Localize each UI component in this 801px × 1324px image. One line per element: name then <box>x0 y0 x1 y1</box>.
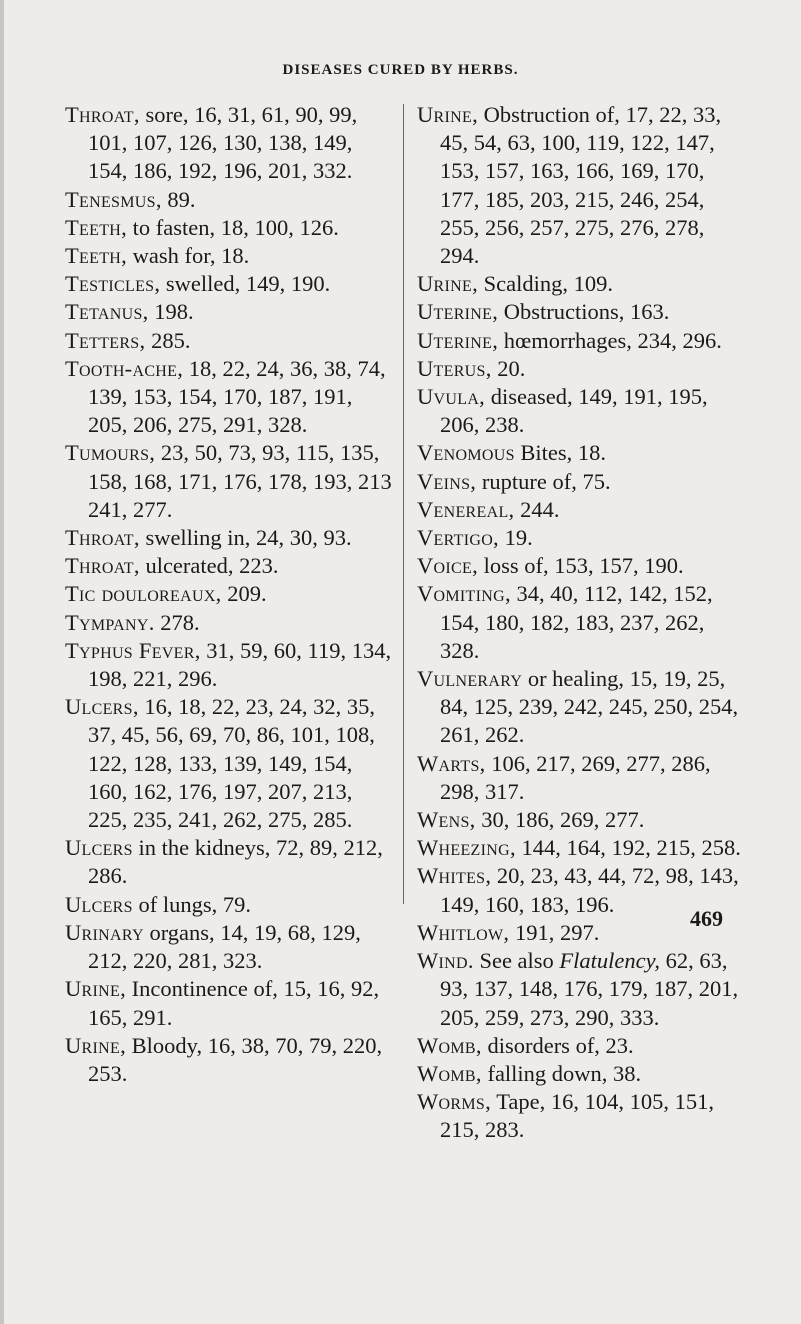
index-entry <box>65 580 395 608</box>
index-entry <box>417 524 747 552</box>
entry-references: sore, 16, 31, 61, 90, 99, 101, 107, 126, 130, 138, 149, 154, 186, 192, 196, 201, 332. <box>88 102 358 184</box>
entry-heading: Tic douloreaux, <box>65 581 222 607</box>
index-entry <box>65 1032 395 1088</box>
entry-heading: Vertigo, <box>417 525 499 551</box>
index-entry <box>65 693 395 834</box>
entry-references: 198. <box>148 299 194 325</box>
index-entry <box>65 834 395 890</box>
index-entry <box>417 580 747 665</box>
entry-references: Scalding, 109. <box>478 271 614 297</box>
entry-heading: Wens, <box>417 807 476 833</box>
index-entry <box>65 186 395 214</box>
index-entry <box>65 298 395 326</box>
index-entry <box>65 919 395 975</box>
entry-heading: Urine, <box>65 976 127 1002</box>
entry-heading: Urine, <box>65 1032 127 1058</box>
index-entry <box>417 383 747 439</box>
entry-references: Obstructions, 163. <box>498 299 670 325</box>
entry-heading: Ulcers, <box>65 694 139 720</box>
index-entry <box>417 1060 747 1088</box>
entry-heading: Urine, <box>417 102 479 127</box>
entry-references: Incontinence of, 15, 16, 92, 165, 291. <box>88 976 380 1030</box>
index-entry <box>65 552 395 580</box>
index-entry <box>65 975 395 1031</box>
entry-heading: Venomous <box>417 440 515 466</box>
entry-heading: Teeth, <box>65 214 128 240</box>
entry-references: 23, 50, 73, 93, 115, 135, 158, 168, 171, 176, 178, 193, 213 241, 277. <box>88 440 392 522</box>
entry-heading: Tumours, <box>65 440 156 466</box>
index-entry <box>65 327 395 355</box>
index-column-left <box>65 101 395 1088</box>
index-entry <box>417 665 747 750</box>
entry-heading: Whites, <box>417 863 492 889</box>
entry-references: wash for, 18. <box>127 243 250 269</box>
entry-heading: Uterine, <box>417 327 499 353</box>
entry-references: hœmorrhages, 234, 296. <box>498 327 722 353</box>
entry-heading: Uterine, <box>417 299 499 325</box>
index-entry <box>417 806 747 834</box>
entry-references: 278. <box>154 609 200 635</box>
index-entry <box>65 524 395 552</box>
index-entry <box>417 298 747 326</box>
entry-references: to fasten, 18, 100, 126. <box>127 214 339 240</box>
index-entry <box>417 327 747 355</box>
entry-heading: Tetanus, <box>65 299 149 325</box>
index-column-right <box>417 101 747 1145</box>
index-entry <box>417 468 747 496</box>
entry-references: disorders of, 23. <box>481 1032 634 1058</box>
index-entry <box>65 355 395 440</box>
entry-heading: Uvula, <box>417 384 486 410</box>
entry-references: 244. <box>514 496 560 522</box>
index-entry <box>65 242 395 270</box>
entry-heading: Vomiting, <box>417 581 511 607</box>
entry-heading: Throat, <box>65 525 140 551</box>
index-entry <box>417 750 747 806</box>
page-edge <box>0 0 4 1324</box>
entry-heading: Whitlow, <box>417 919 510 945</box>
running-header: DISEASES CURED BY HERBS. <box>282 62 519 78</box>
entry-references: 16, 18, 22, 23, 24, 32, 35, 37, 45, 56, 69, 70, 86, 101, 108, 122, 128, 133, 139, 149, 154, 160, 162, 176, 197, 207, 213, 225, 235, 241, 262, 275, 285. <box>88 694 376 833</box>
entry-references: of lungs, 79. <box>132 891 251 917</box>
entry-cross-reference: Flatulency, <box>559 948 661 974</box>
entry-references: organs, 14, 19, 68, 129, 212, 220, 281, 323. <box>88 919 361 974</box>
entry-heading: Throat, <box>65 102 140 127</box>
entry-heading: Ulcers <box>65 891 133 917</box>
entry-heading: Tympany. <box>65 609 155 635</box>
entry-references: Bloody, 16, 38, 70, 79, 220, 253. <box>88 1032 383 1086</box>
index-entry <box>417 439 747 467</box>
entry-references: 285. <box>145 327 191 353</box>
entry-references: See also <box>473 948 560 974</box>
entry-heading: Ulcers <box>65 835 133 861</box>
index-entry <box>65 439 395 524</box>
entry-heading: Womb, <box>417 1032 482 1058</box>
index-entry <box>417 834 747 862</box>
entry-references: 106, 217, 269, 277, 286, 298, 317. <box>440 750 711 804</box>
index-entry <box>417 947 747 1032</box>
entry-heading: Warts, <box>417 750 486 776</box>
entry-heading: Veins, <box>417 468 477 494</box>
entry-references: 30, 186, 269, 277. <box>475 807 645 833</box>
index-entry <box>417 101 747 270</box>
entry-references: 20. <box>491 355 526 381</box>
entry-heading: Venereal, <box>417 496 515 522</box>
entry-heading: Tenesmus, <box>65 186 162 212</box>
entry-references: Obstruction of, 17, 22, 33, 45, 54, 63, 100, 119, 122, 147, 153, 157, 163, 166, 169, 170, 177, 185, 203, 215, 246, 254, 255, 256, 257, 275, 276, 278, 294. <box>440 102 722 269</box>
entry-references: falling down, 38. <box>481 1060 642 1086</box>
index-entry <box>65 270 395 298</box>
index-entry <box>417 552 747 580</box>
entry-heading: Throat, <box>65 553 140 579</box>
entry-references: loss of, 153, 157, 190. <box>478 553 684 579</box>
index-entry <box>417 1032 747 1060</box>
index-entry <box>65 101 395 186</box>
entry-heading: Testicles, <box>65 271 161 297</box>
index-entry <box>417 496 747 524</box>
entry-references: 62, 63, 93, 137, 148, 176, 179, 187, 201, 205, 259, 273, 290, 333. <box>440 948 739 1030</box>
entry-references: swelled, 149, 190. <box>160 271 331 297</box>
entry-references: in the kidneys, 72, 89, 212, 286. <box>88 835 383 889</box>
index-entry <box>65 214 395 242</box>
entry-references: rupture of, 75. <box>476 468 611 494</box>
entry-references: ulcerated, 223. <box>139 553 279 579</box>
entry-heading: Wind. <box>417 948 474 974</box>
entry-references: 20, 23, 43, 44, 72, 98, 143, 149, 160, 183, 196. <box>440 863 739 917</box>
entry-references: 89. <box>161 186 196 212</box>
entry-heading: Womb, <box>417 1060 482 1086</box>
entry-heading: Wheezing, <box>417 835 516 861</box>
entry-references: Bites, 18. <box>514 440 607 466</box>
index-entry <box>65 637 395 693</box>
entry-heading: Teeth, <box>65 243 128 269</box>
entry-heading: Tetters, <box>65 327 146 353</box>
entry-references: 191, 297. <box>509 919 600 945</box>
entry-heading: Uterus, <box>417 355 492 381</box>
entry-heading: Vulnerary <box>417 666 523 692</box>
entry-heading: Voice, <box>417 553 479 579</box>
entry-references: 34, 40, 112, 142, 152, 154, 180, 182, 183, 237, 262, 328. <box>440 581 713 663</box>
entry-references: swelling in, 24, 30, 93. <box>139 525 352 551</box>
entry-references: diseased, 149, 191, 195, 206, 238. <box>440 384 708 438</box>
entry-heading: Worms, <box>417 1089 492 1115</box>
column-divider <box>403 104 404 904</box>
entry-heading: Tooth-ache, <box>65 355 184 381</box>
entry-heading: Urine, <box>417 271 479 297</box>
page-number: 469 <box>690 906 723 931</box>
entry-references: 31, 59, 60, 119, 134, 198, 221, 296. <box>88 637 392 692</box>
index-entry <box>65 891 395 919</box>
entry-references: 19. <box>498 525 533 551</box>
index-entry <box>65 609 395 637</box>
index-entry <box>417 355 747 383</box>
entry-references: or healing, 15, 19, 25, 84, 125, 239, 242, 245, 250, 254, 261, 262. <box>440 666 739 748</box>
index-entry <box>417 270 747 298</box>
entry-references: 18, 22, 24, 36, 38, 74, 139, 153, 154, 170, 187, 191, 205, 206, 275, 291, 328. <box>88 355 386 438</box>
entry-references: 209. <box>221 581 267 607</box>
entry-references: Tape, 16, 104, 105, 151, 215, 283. <box>440 1089 715 1143</box>
index-entry <box>417 1088 747 1144</box>
entry-heading: Typhus Fever, <box>65 637 201 663</box>
entry-heading: Urinary <box>65 919 144 945</box>
entry-references: 144, 164, 192, 215, 258. <box>515 835 741 861</box>
